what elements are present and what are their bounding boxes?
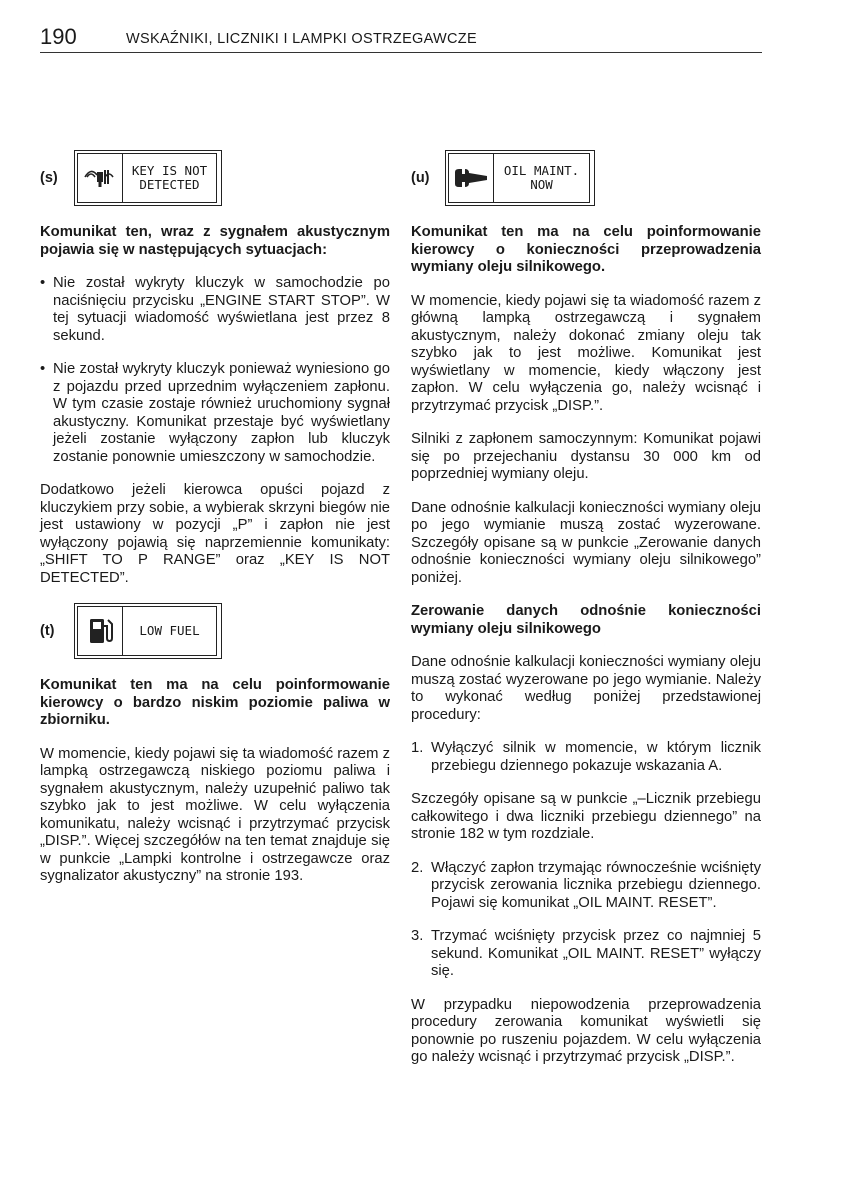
message-u-paragraph-3: Dane odnośnie kalkulacji konieczności wymiany oleju po jego wymianie muszą zostać wyzerowane. Szczegóły opisane są w punkcie „Zerowanie danych odnośnie konieczności wymiany oleju silnikowego” poniżej.: [411, 499, 761, 586]
message-t-tag: (t): [40, 623, 55, 639]
low-fuel-display: [74, 603, 222, 659]
step-text: Wyłączyć silnik w momencie, w którym licznik przebiegu dziennego pokazuje wskazania A.: [431, 740, 761, 774]
key-not-detected-display: [74, 150, 222, 206]
display-s-line2: DETECTED: [139, 177, 200, 192]
reset-heading: Zerowanie danych odnośnie konieczności wymiany oleju silnikowego: [411, 603, 761, 637]
page-header: [40, 26, 762, 53]
reset-steps-a: [411, 740, 761, 775]
step-number: 2.: [411, 859, 424, 876]
message-u-tag: (u): [411, 170, 430, 186]
reset-note: Szczegóły opisane są w punkcie „–Licznik przebiegu całkowitego i dwa liczniki przebiegu dziennego” na stronie 182 w tym rozdziale.: [411, 791, 761, 842]
display-t-text: LOW FUEL: [139, 623, 200, 638]
message-u-paragraph-2: Silniki z zapłonem samoczynnym: Komunikat pojawi się po przejechaniu dystansu 30 000 km od poprzedniej wymiany oleju.: [411, 431, 761, 482]
list-item: [411, 740, 761, 775]
message-s-paragraph: Dodatkowo jeżeli kierowca opuści pojazd z kluczykiem przy sobie, a wybierak skrzyni biegów nie jest ustawiony w pozycji „P” i zapłon nie jest wyłączony pojawią się naprzemiennie komunikaty: „SHIFT TO P RANGE” oraz „KEY IS NOT DETECTED”.: [40, 482, 390, 586]
message-u-paragraph-1: W momencie, kiedy pojawi się ta wiadomość razem z główną lampką ostrzegawczą i sygnałem akustycznym, należy dokonać zmiany oleju tak szybko jak to jest możliwe. Komunikat jest wyświetlany w momencie, kiedy włączony jest zapłon. W celu wyłączenia go, należy wcisnąć i przytrzymać przycisk „DISP.”.: [411, 292, 761, 414]
message-t-paragraph: W momencie, kiedy pojawi się ta wiadomość razem z lampką ostrzegawczą niskiego poziomu paliwa i sygnałem akustycznym, należy uzupełnić paliwo tak szybko jak to jest możliwe. W celu wyłączenia komunikatu, należy wcisnąć i przytrzymać przycisk „DISP.”. Więcej szczegółów na ten temat znajduje się w punkcie „Lampki kontrolne i ostrzegawcze oraz sygnalizator akustyczny” na stronie 193.: [40, 745, 390, 884]
reset-outro: W przypadku niepowodzenia przeprowadzenia procedury zerowania komunikat wyświetli się ponownie po ruszeniu pojazdem. W celu wyłączenia go należy wcisnąć i przytrzymać przycisk „DISP.”.: [411, 996, 761, 1065]
list-item: • Nie został wykryty kluczyk ponieważ wyniesiono go z pojazdu przed uprzednim wyłączeniem zapłonu. W tym czasie zostaje również uruchomiony sygnał akustyczny. Komunikat przestaje być wyświetlany jeżeli zostanie wyłączony zapłon lub kluczyk zostanie ponownie umieszczony w samochodzie.: [40, 361, 390, 466]
display-u-line1: OIL MAINT.: [503, 163, 580, 178]
display-u-line2: NOW: [530, 177, 553, 192]
list-item: [411, 928, 761, 981]
step-text: Trzymać wciśnięty przycisk przez co najmniej 5 sekund. Komunikat „OIL MAINT. RESET” wyłączy się.: [431, 928, 761, 979]
message-s-tag: (s): [40, 170, 58, 186]
key-fob-icon: [78, 154, 123, 202]
reset-intro: Dane odnośnie kalkulacji konieczności wymiany oleju muszą zostać wyzerowane po jego wymianie. Należy to wykonać według poniżej przedstawionej procedury:: [411, 654, 761, 723]
step-number: 3.: [411, 928, 424, 944]
chapter-title: WSKAŹNIKI, LICZNIKI I LAMPKI OSTRZEGAWCZE: [126, 31, 477, 47]
step-text: Włączyć zapłon trzymając równocześnie wciśnięty przycisk zerowania licznika przebiegu dziennego. Pojawi się komunikat „OIL MAINT. RESET”.: [431, 859, 761, 911]
right-column: [411, 150, 761, 1083]
reset-steps-b: [411, 860, 761, 981]
list-item: [411, 860, 761, 913]
wrench-icon: [449, 154, 494, 202]
step-number: 1.: [411, 740, 424, 756]
left-column: [40, 150, 390, 902]
message-u-row: [411, 150, 761, 206]
message-s-bullets: [40, 275, 390, 466]
page-number: 190: [40, 24, 77, 49]
display-s-line1: KEY IS NOT: [131, 163, 208, 178]
list-item: • Nie został wykryty kluczyk w samochodzie po naciśnięciu przycisku „ENGINE START STOP”. W tej sytuacji wiadomość wyświetlana jest przez 8 sekund.: [40, 275, 390, 345]
fuel-pump-icon: [78, 607, 123, 655]
message-u-heading: Komunikat ten ma na celu poinformowanie kierowcy o konieczności przeprowadzenia wymiany oleju silnikowego.: [411, 224, 761, 275]
oil-maint-display: [445, 150, 595, 206]
message-s-row: [40, 150, 390, 206]
message-s-heading: Komunikat ten, wraz z sygnałem akustycznym pojawia się w następujących sytuacjach:: [40, 224, 390, 258]
message-t-row: [40, 603, 390, 659]
message-t-heading: Komunikat ten ma na celu poinformowanie kierowcy o bardzo niskim poziomie paliwa w zbiorniku.: [40, 677, 390, 728]
